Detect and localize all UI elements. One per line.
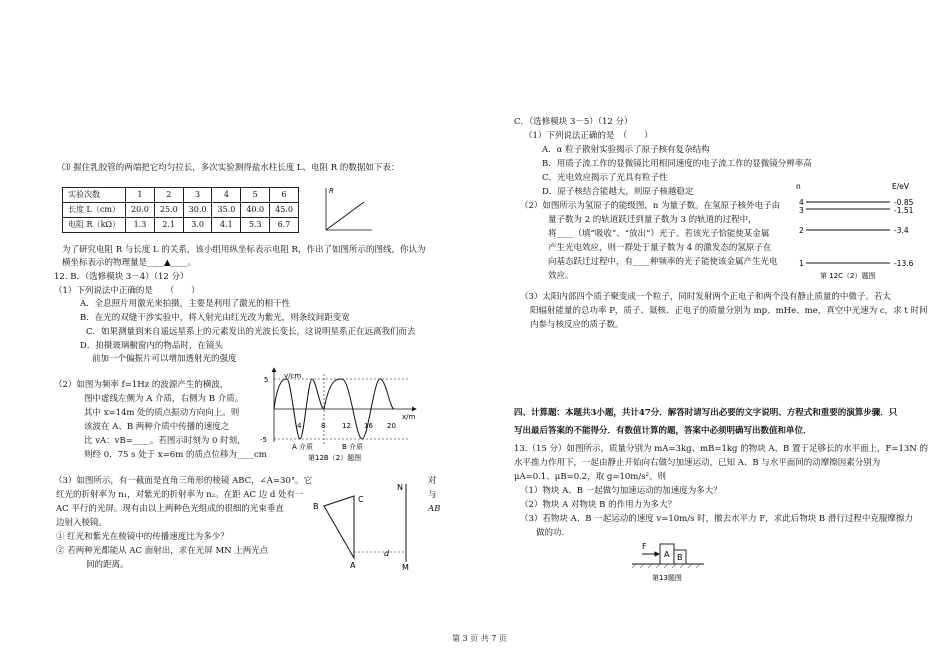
prism-question-line: （3）如图所示，有一截面是直角三角形的棱镜 ABC，∠A=30°。它: [54, 476, 313, 486]
after-table-line-2: 横坐标表示的物理量是____▲____。: [62, 258, 197, 268]
table-cell: 20.0: [126, 203, 155, 218]
table-cell: 3.0: [183, 218, 212, 233]
q13-line: （2）物块 A 对物块 B 的作用力为多大？: [520, 500, 677, 510]
data-table: [62, 187, 299, 233]
prism-label-b: B: [313, 502, 319, 511]
option-b: B．在光的双缝干涉实验中，将入射光由红光改为紫光，则条纹间距变宽: [80, 313, 350, 323]
option-d-line-2: 前加一个偏振片可以增加透射光的强度: [92, 354, 237, 364]
energy-level-diagram: [790, 180, 920, 282]
page-footer: 第 3 页 共 7 页: [452, 634, 507, 643]
r-graph: [318, 184, 374, 234]
q13-line: μA=0.1、μB=0.2，取 g=10m/s²。则: [514, 472, 666, 482]
energy-level-n: 2: [799, 226, 804, 235]
wave-figure-caption: 第12B（2）题图: [308, 454, 362, 462]
energy-level-n: 1: [799, 259, 804, 268]
prism-question-line: AC 平行的光屏。现有由以上两种色光组成的很细的光束垂直: [56, 504, 284, 514]
prism-question-line: 间的距离。: [86, 560, 129, 570]
medium-b-label: B 介质: [342, 443, 364, 451]
q13-line: （1）物块 A、B 一起做匀加速运动的加速度为多大？: [520, 486, 722, 496]
energy-n-label: n: [796, 182, 801, 191]
energy-figure-caption: 第 12C（2）题图: [820, 272, 876, 280]
energy-e-label: E/eV: [892, 182, 910, 191]
q13-line: 13.（15 分）如图所示，质量分别为 mA=3kg、mB=1kg 的物块 A、B 置于足够长的水平面上，F=13N 的: [514, 444, 928, 454]
q12b-title: 12. B．（选修模块 3－4）（12 分）: [54, 272, 189, 282]
energy-level-e: -0.85: [894, 198, 914, 207]
q13-line: 水平推力作用下，一起由静止开始向右做匀加速运动，已知 A、B 与水平面间的动摩擦因素分别为: [514, 458, 881, 468]
section-c-option: B．用质子流工作的显微镜比用相同速度的电子流工作的显微镜分辨率高: [542, 159, 812, 169]
energy-level-n: 3: [799, 206, 804, 215]
table-cell: 4: [212, 188, 241, 203]
prism-question-line: 红光的折射率为 n₁，对紫光的折射率为 n₂。在距 AC 边 d 处有一: [56, 490, 304, 500]
section-c-option: D．原子核结合能越大，则原子核越稳定: [542, 187, 694, 197]
wave-question-line: 图中虚线左侧为 A 介质，右侧为 B 介质。: [84, 394, 244, 404]
after-table-line-1: 为了研究电阻 R 与长度 L 的关系，该小组用纵坐标表示电阻 R，作出了如图所示的图线，你认为: [62, 245, 426, 255]
table-cell: 2: [154, 188, 183, 203]
wave-tick: 16: [364, 422, 373, 430]
distance-label-d: d: [384, 549, 390, 558]
wave-x-axis-label: x/m: [402, 413, 416, 421]
option-a: A．全息照片用激光来拍摄，主要是利用了激光的相干性: [80, 299, 291, 309]
energy-question-line: （2）如图所示为氢原子的能级图，n 为量子数。在氢原子核外电子由: [520, 201, 781, 211]
prism-label-a: A: [350, 561, 356, 570]
option-d-line-1: D．拍摄玻璃橱窗内的物品时，在镜头: [80, 341, 223, 351]
medium-a-label: A 介质: [292, 443, 314, 451]
energy-level-e: -1.51: [894, 206, 914, 215]
table-cell: 35.0: [212, 203, 241, 218]
prism-side-text: AB: [428, 504, 441, 514]
wave-question-line: 其中 x=14m 处的质点振动方向向上。则: [84, 408, 240, 418]
table-cell: 6.7: [270, 218, 299, 233]
table-cell: 1.3: [126, 218, 155, 233]
q13-line: 做的功.: [536, 528, 565, 538]
wave-tick: 8: [321, 422, 326, 430]
prism-question-line: 边射入棱镜。: [56, 518, 108, 528]
wave-tick: 12: [342, 422, 351, 430]
energy-question-line: 产生光电效应，则一群处于量子数为 4 的激发态的氢原子在: [548, 243, 772, 253]
blocks-figure: [628, 536, 708, 582]
fusion-question-line: （3）太阳内部四个质子聚变成一个粒子，同时发射两个正电子和两个没有静止质量的中微子。若太: [520, 292, 891, 302]
prism-figure: [310, 476, 430, 574]
r-axis-label: R: [329, 187, 334, 195]
section-4-heading: 写出最后答案的不能得分．有数值计算的题，答案中必须明确写出数值和单位．: [514, 426, 812, 436]
table-row: [63, 218, 299, 233]
table-cell: 3: [183, 188, 212, 203]
prism-label-c: C: [358, 495, 364, 504]
table-cell: 5.3: [241, 218, 270, 233]
wave-y-axis-label: y/cm: [284, 372, 302, 380]
table-cell: 4.1: [212, 218, 241, 233]
table-cell: 实验次数: [63, 188, 126, 203]
wave-tick: 20: [387, 422, 396, 430]
prism-question-line: ② 若两种光都能从 AC 面射出，求在光屏 MN 上两光点: [56, 546, 269, 556]
energy-question-line: 效应。: [548, 271, 574, 281]
table-cell: 5: [241, 188, 270, 203]
energy-question-line: 将____（填“吸收”、“放出”）光子。若该光子恰能使某金属: [548, 229, 770, 239]
table-cell: 电阻 R（kΩ）: [63, 218, 126, 233]
q13-line: （3）若物块 A、B 一起运动的速度 v=10m/s 时，撤去水平力 F，求此后物块 B 滑行过程中克服摩擦力: [520, 514, 913, 524]
table-cell: 2.1: [154, 218, 183, 233]
table-cell: 30.0: [183, 203, 212, 218]
section-4-heading: 四、计算题：本题共3小题，共计47分．解答时请写出必要的文字说明、方程式和重要的演算步骤．只: [514, 408, 898, 418]
wave-tick: 4: [297, 422, 302, 430]
section-c-title: C．（选修模块 3－5）（12 分）: [514, 117, 633, 127]
section-c-part1: （1）下列说法正确的是 （ ）: [524, 131, 653, 141]
prism-side-text: 对: [428, 476, 437, 486]
block-b-label: B: [677, 553, 683, 562]
energy-level-n: 4: [799, 198, 804, 207]
block-a-label: A: [664, 550, 670, 559]
prism-question-line: ① 红光和紫光在棱镜中的传播速度比为多少？: [56, 532, 229, 542]
wave-question-line: 比 vA：vB=____。若图示时刻为 0 时刻，: [84, 436, 246, 446]
wave-y-max: 5: [264, 376, 269, 384]
table-cell: 40.0: [241, 203, 270, 218]
q12b-part1: （1）下列说法中正确的是 （ ）: [54, 286, 200, 296]
blocks-figure-caption: 第13题图: [652, 574, 682, 582]
section-c-option: A．α 粒子散射实验揭示了原子核有复杂结构: [542, 145, 710, 155]
fusion-question-line: 内参与核反应的质子数。: [530, 320, 624, 330]
table-row: [63, 188, 299, 203]
wave-question-line: 则经 0．75 s 处于 x=6m 的质点位移为____cm: [84, 450, 267, 460]
wave-question-line: 该波在 A、B 两种介质中传播的速度之: [84, 422, 230, 432]
table-cell: 1: [126, 188, 155, 203]
wave-figure: [256, 362, 424, 462]
table-cell: 6: [270, 188, 299, 203]
energy-level-e: -13.6: [894, 259, 914, 268]
q3-intro: ⑶ 握住乳胶管的两端把它均匀拉长，多次实验测得盐水柱长度 L、电阻 R 的数据如下表：: [62, 163, 400, 173]
option-c: C．如果测量到来自遥远星系上的元素发出的光波长变长，这说明星系正在远离我们而去: [86, 327, 416, 337]
energy-question-line: 量子数为 2 的轨道跃迁到量子数为 3 的轨道的过程中，: [548, 215, 757, 225]
table-cell: 25.0: [154, 203, 183, 218]
force-label: F: [642, 542, 647, 551]
table-cell: 长度 L（cm）: [63, 203, 126, 218]
section-c-option: C．光电效应揭示了光具有粒子性: [542, 173, 668, 183]
prism-side-text: 与: [428, 490, 437, 500]
screen-label-m: M: [402, 563, 409, 572]
table-cell: 45.0: [270, 203, 299, 218]
table-row: [63, 203, 299, 218]
fusion-question-line: 阳辐射能量的总功率 P，质子、氦核、正电子的质量分别为 mp、mHe、me，真空中光速为 c，求 t 时间: [530, 306, 928, 316]
screen-label-n: N: [397, 483, 403, 492]
energy-level-e: -3.4: [894, 226, 909, 235]
energy-question-line: 向基态跃迁过程中，有____种频率的光子能使该金属产生光电: [548, 257, 778, 267]
wave-y-min: -5: [260, 436, 267, 444]
wave-question-line: （2）如图为频率 f=1Hz 的波源产生的横波，: [54, 380, 229, 390]
